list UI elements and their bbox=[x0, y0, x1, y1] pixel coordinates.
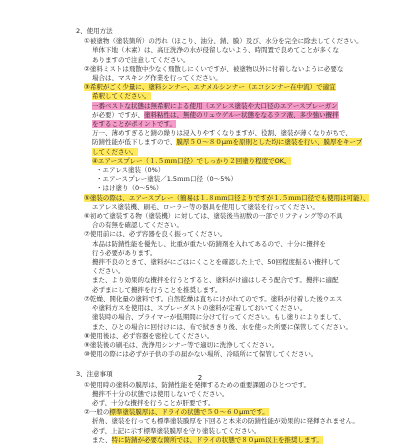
text-line: ⑦乾燥、開化量の塗料です。自然乾燥は直ちにけがれてのです。塗料が付着した後ウエス bbox=[84, 294, 343, 303]
paragraph bbox=[84, 295, 374, 341]
text-line: 万一、薄めすぎると錆の繰りは浸入りやすくなりますが、役割、塗装が薄くなりがちで、 bbox=[92, 129, 352, 138]
paragraph bbox=[84, 37, 374, 65]
text-line: 折角、塗装を行っても標準塗装膜厚を下回ると本来の防錆性能が効果的に発揮されません。 bbox=[92, 417, 359, 426]
text-line: ⑩使用の際には必ずが子供の手の届かない場所、冷暗所にて保管してください。 bbox=[84, 350, 318, 359]
text-fragment: ②一般の bbox=[84, 408, 110, 417]
list-item: ・エアースプレー塗装／1.5ｍｍ口径（0～5%） bbox=[96, 175, 238, 184]
highlighted-text: キープ bbox=[343, 138, 363, 147]
paragraph bbox=[84, 83, 374, 193]
section-title: 3、注意事項 bbox=[76, 370, 113, 379]
highlighted-text-pink: 塗料粘性は、無使のリュウゲルー状態をなるラフ液、多少強い攪拌 bbox=[144, 110, 339, 119]
highlighted-text: 膜厚５０～８０μｍを原則とした均に塗装を行い、膜厚を bbox=[176, 138, 344, 147]
text-line: ①使用時の塗料の膜厚は、防錆性能を発揮するための重要課題のひとつです。 bbox=[84, 380, 311, 389]
text-line: 塗装時の場合、プライマーが低期間に分けて行ってください。もし塗りによりまして、 bbox=[92, 313, 346, 322]
text-line: また、ひとの場合に回付けには、布で拭ききり後、水を使った所要に保管してください。 bbox=[92, 322, 352, 331]
text-line: ①被塗物（塗装箇所）の汚れ（ほこり、油分、錆、膜）及び、水分を完全に除去してください。 bbox=[84, 37, 363, 46]
page-number: 2 bbox=[197, 374, 203, 382]
text-line: 攪拌不良のときて、塗料がにごはにくことを確認した上で、50回程度振るい攪拌して bbox=[92, 258, 341, 267]
highlighted-text: ⑤塗装の際は、エアースプレー（簡易は１.８ｍｍ口径よりですが１.５ｍｍ口径でも使用は可能）、 bbox=[84, 193, 370, 202]
text-line: 合の有無を確認してください。 bbox=[92, 221, 183, 230]
text-line: 必ず、上記に示す標準塗装膜厚を守り塗装してください。 bbox=[92, 426, 261, 435]
paragraph bbox=[84, 408, 374, 445]
highlighted-text: 標準塗装膜厚は、ドライの状態で５０～６０μｍです。 bbox=[109, 408, 269, 417]
text-fragment: また、 bbox=[92, 435, 112, 444]
text-line: 場合は、マスキング作業を行ってください。 bbox=[92, 74, 222, 83]
text-line: 単体下地（木素）は、高圧洗浄の水が侵留しないよう、時間置で良めてことが多くな bbox=[92, 46, 339, 55]
paragraph bbox=[84, 230, 374, 294]
text-line: や塗料方スを使用は、スプレーダストの塗料が定着しておいてください。 bbox=[92, 304, 307, 313]
paragraph bbox=[84, 212, 374, 230]
highlighted-text-pink: をすることがポイントです。 bbox=[92, 120, 176, 129]
text-line: また、より効果的な攪拌を行うとすると、塗料がけ適はしそう配合です。攪拌に適配 bbox=[92, 276, 339, 285]
highlighted-text: 希釈してください。 bbox=[92, 92, 151, 101]
section-usage bbox=[76, 27, 374, 359]
text-line: ②塗料ミストは飛散中少なく飛散しにくいですが、被塗物以外に付着しないように必要な bbox=[84, 64, 344, 73]
list-item: ・エアレス塗装（0%） bbox=[96, 166, 165, 175]
text-line: エアレス塗装機、刷毛、ローラー等の器具を使用して塗装を行ってください。 bbox=[92, 202, 320, 211]
text-fragment: が必要）ですが、 bbox=[92, 110, 144, 119]
paragraph bbox=[84, 341, 374, 359]
text-line: 攪拌不十分の状態では使用しないでください。 bbox=[92, 389, 229, 398]
highlighted-text: ③希釈がごく少量に、塗料シンナー、エナメルシンナー（エコシンナー在中流）で適宜 bbox=[84, 83, 336, 92]
text-line: ⑦使用前には、必ず容器を良く振ってください。 bbox=[84, 230, 227, 239]
text-line: ⑥初めて塗装する物（塗装機）に対しては、塗装後当初数の一部でリフティング等の不具 bbox=[84, 212, 343, 221]
text-fragment: 防錆性能が低下しますので、 bbox=[92, 138, 177, 147]
section-title: 2、使用方法 bbox=[76, 27, 113, 35]
text-line: 行う必要があります。 bbox=[92, 248, 157, 257]
text-line: ください。 bbox=[92, 267, 125, 276]
text-line: 必ず、十分な攪拌を行うことが肝要です。 bbox=[92, 398, 215, 407]
paragraph bbox=[84, 65, 374, 83]
highlighted-text-pink: 一番ベストな状態は無希釈による使用（エアレス塗装や大口径のエアースプレーガン bbox=[92, 101, 338, 110]
text-line: ⑧使用後は、必ず容器を密栓してください。 bbox=[84, 331, 214, 340]
text-line: ⑨塗装後の刷毛は、洗浄用シンナー等で適切に洗浄してください。 bbox=[84, 340, 279, 349]
highlighted-text: してください。 bbox=[92, 147, 138, 156]
text-line: 本品は防錆性能を優先し、比重が重たい防錆剤を入れてあるので、十分に攪拌を bbox=[92, 239, 326, 248]
paragraph bbox=[84, 194, 374, 212]
paragraph bbox=[84, 381, 374, 409]
highlighted-text: ④エアースプレー（１.５ｍｍ口径）でしっかり２回塗り程度でOK。 bbox=[92, 156, 291, 165]
text-line: 必ずまにして攪拌を行うことを推奨します。 bbox=[92, 285, 222, 294]
text-line: ありますので注意してください。 bbox=[92, 55, 190, 64]
list-item: ・はけ塗り（0～5%） bbox=[96, 184, 163, 193]
highlighted-text: 特に防錆が必要な箇所では、ドライの状態で８０μｍ以上を推奨します。 bbox=[111, 435, 323, 444]
